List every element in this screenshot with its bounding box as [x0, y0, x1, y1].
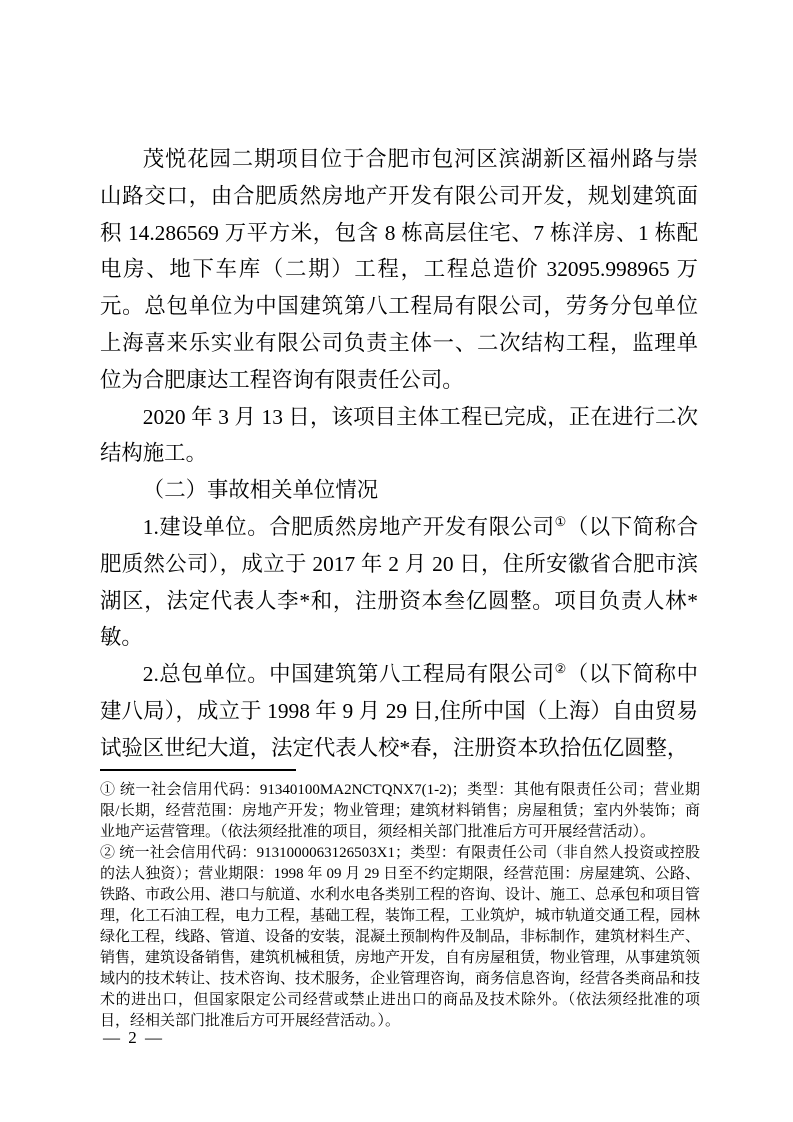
paragraph-project-status: 2020 年 3 月 13 日，该项目主体工程已完成，正在进行二次结构施工。 [100, 404, 698, 466]
footnote-2-text: 统一社会信用代码：9131000063126503X1；类型：有限责任公司（非自然人投资或控股的法人独资）；营业期限：1998 年 09 月 29 日至不约定期限，经营范围：房屋建筑、公路、铁路、市政公用、港口与航道、水利水电各类别工程的咨询、设计、施工、总承包和项目管理，化工石油工程，电力工程，基础工程，装饰工程，工业筑炉，城市轨道交通工程，园林绿化工程，线路、管道、设备的安装，混凝土预制构件及制品，非标制作，建筑材料生产、销售，建筑设备销售，建筑机械租赁，房地产开发，自有房屋租赁，物业管理，从事建筑领域内的技术转让、技术咨询、技术服务，企业管理咨询，商务信息咨询，经营各类商品和技术的进出口，但国家限定公司经营或禁止进出口的商品及技术除外。（依法须经批准的项目，经相关部门批准后方可开展经营活动。）。 [100, 845, 701, 1029]
paragraph-construction-unit-text-cont: （以下简称合肥质然公司），成立于 2017 年 2 月 20 日，住所安徽省合肥市滨湖区，法定代表人李*和，注册资本叁亿圆整。项目负责人林*敏。 [100, 514, 698, 650]
footnote-2 [100, 843, 700, 1032]
footnote-1 [100, 780, 700, 843]
footnote-2-marker: ② [100, 845, 116, 861]
footnote-section [100, 769, 700, 1032]
paragraph-general-contractor-text: 2.总包单位。中国建筑第八工程局有限公司 [142, 662, 555, 687]
paragraph-construction-unit [100, 509, 698, 656]
footnote-1-marker: ① [100, 782, 116, 798]
paragraph-construction-unit-text: 1.建设单位。合肥质然房地产开发有限公司 [142, 514, 555, 539]
paragraph-general-contractor [100, 656, 698, 766]
footnote-ref-2: ② [554, 661, 567, 677]
document-body [100, 141, 698, 767]
section-heading-related-units: （二）事故相关单位情况 [142, 478, 379, 503]
footnote-ref-1: ① [554, 513, 567, 529]
footnote-1-text: 统一社会信用代码：91340100MA2NCTQNX7(1-2)；类型：其他有限责任公司；营业期限/长期，经营范围：房地产开发；物业管理；建筑材料销售；房屋租赁；室内外装饰；商业地产运营管理。（依法须经批准的项目，须经相关部门批准后方可开展经营活动）。 [100, 782, 700, 840]
page-number: — 2 — [103, 1028, 164, 1047]
footnote-separator [100, 769, 296, 771]
paragraph-general-contractor-text-cont: （以下简称中建八局），成立于 1998 年 9 月 29 日,住所中国（上海）自由贸易试验区世纪大道，法定代表人校*春，注册资本玖拾伍亿圆整， [100, 662, 698, 760]
paragraph-project-overview: 茂悦花园二期项目位于合肥市包河区滨湖新区福州路与崇山路交口，由合肥质然房地产开发有限公司开发，规划建筑面积 14.286569 万平方米，包含 8 栋高层住宅、7 栋洋房、1 栋配电房、地下车库（二期）工程，工程总造价 32095.998965 万元。总包单位为中国建筑第八工程局有限公司，劳务分包单位上海喜来乐实业有限公司负责主体一、二次结构工程，监理单位为合肥康达工程咨询有限责任公司。 [100, 147, 698, 392]
